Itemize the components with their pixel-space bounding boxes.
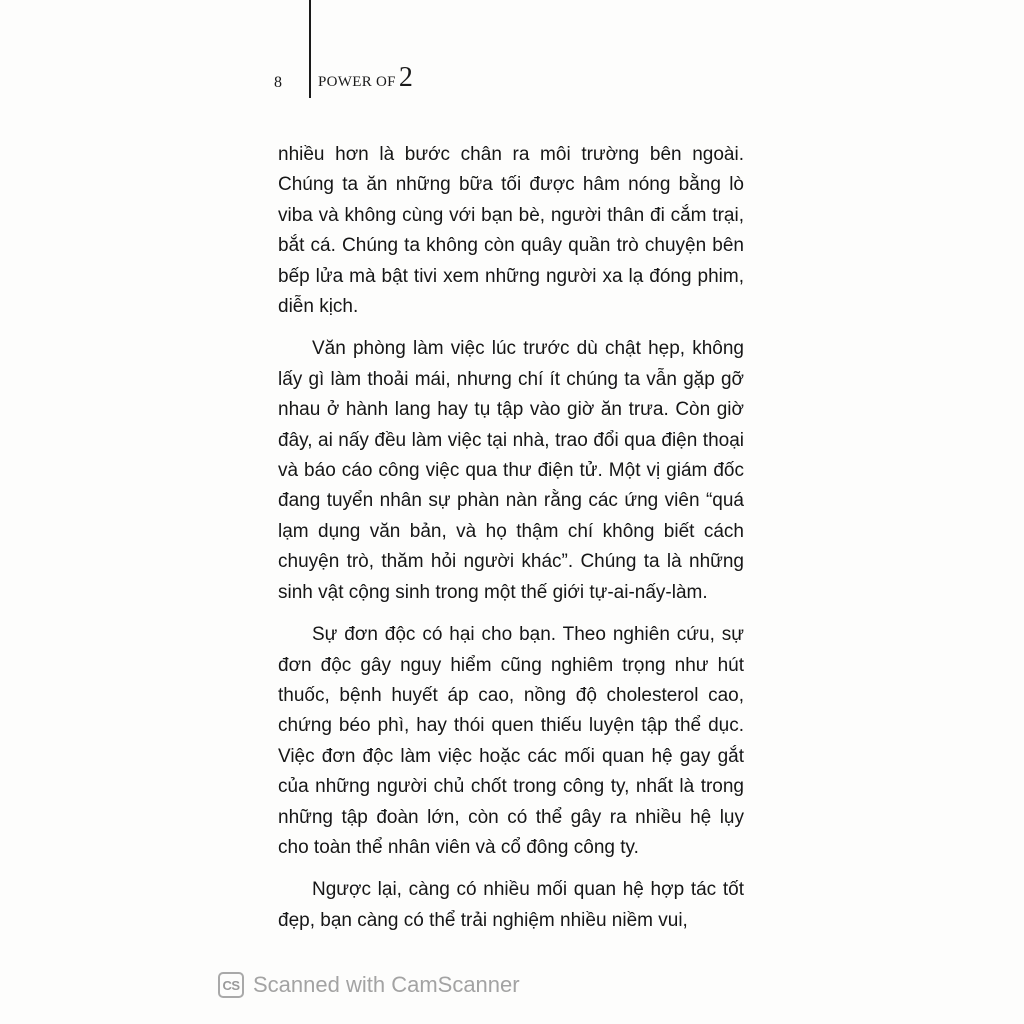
paragraph-3: Sự đơn độc có hại cho bạn. Theo nghiên cứu, sự đơn độc gây nguy hiểm cũng nghiêm trọng như hút thuốc, bệnh huyết áp cao, nồng độ cholesterol cao, chứng béo phì, hay thói quen thiếu luyện tập thể dục. Việc đơn độc làm việc hoặc các mối quan hệ gay gắt của những người chủ chốt trong công ty, nhất là trong những tập đoàn lớn, còn có thể gây ra nhiều hệ lụy cho toàn thể nhân viên và cổ đông công ty. xyxy=(278,624,744,858)
paragraph-4: Ngược lại, càng có nhiều mối quan hệ hợp tác tốt đẹp, bạn càng có thể trải nghiệm nhiều niềm vui, xyxy=(278,879,744,931)
header-divider-line xyxy=(309,0,311,98)
watermark-text: Scanned with CamScanner xyxy=(253,972,520,997)
camscanner-logo-icon: CS xyxy=(218,972,244,998)
page-number: 8 xyxy=(274,74,282,91)
paragraph-1: nhiều hơn là bước chân ra môi trường bên ngoài. Chúng ta ăn những bữa tối được hâm nóng bằng lò viba và không cùng với bạn bè, người thân đi cắm trại, bắt cá. Chúng ta không còn quây quần trò chuyện bên bếp lửa mà bật tivi xem những người xa lạ đóng phim, diễn kịch. xyxy=(278,144,744,318)
running-head xyxy=(318,62,413,94)
running-head-title: POWER OF xyxy=(318,74,396,90)
paragraph-2: Văn phòng làm việc lúc trước dù chật hẹp, không lấy gì làm thoải mái, nhưng chí ít chúng ta vẫn gặp gỡ nhau ở hành lang hay tụ tập vào giờ ăn trưa. Còn giờ đây, ai nấy đều làm việc tại nhà, trao đổi qua điện thoại và báo cáo công việc qua thư điện tử. Một vị giám đốc đang tuyển nhân sự phàn nàn rằng các ứng viên “quá lạm dụng văn bản, và họ thậm chí không biết cách chuyện trò, thăm hỏi người khác”. Chúng ta là những sinh vật cộng sinh trong một thế giới tự-ai-nấy-làm. xyxy=(278,338,744,603)
camscanner-watermark xyxy=(218,972,520,998)
running-head-number: 2 xyxy=(398,62,413,93)
body-text xyxy=(278,140,744,948)
